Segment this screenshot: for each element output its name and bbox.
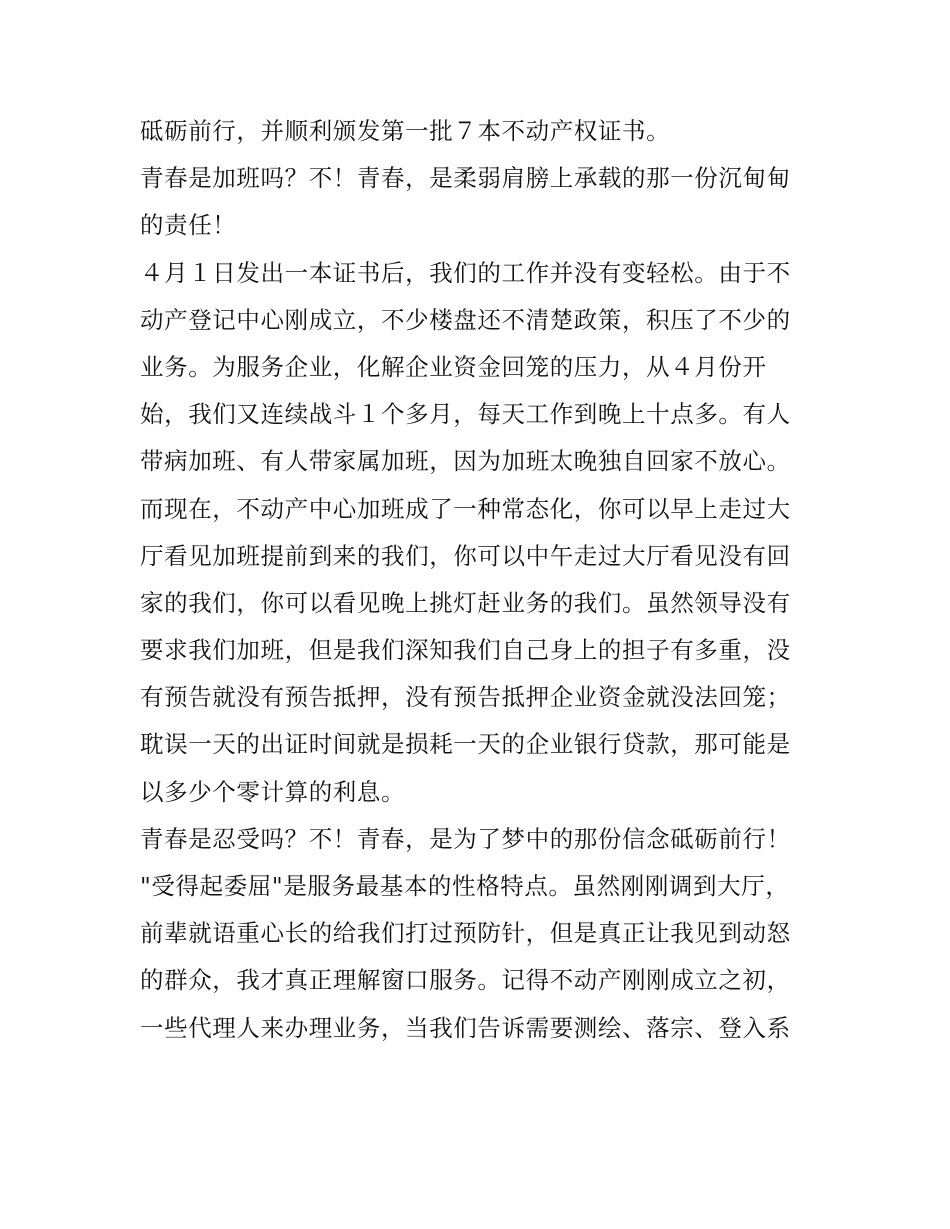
text-line: 始，我们又连续战斗１个多月，每天工作到晚上十点多。有人 xyxy=(140,400,791,429)
text-line: 有预告就没有预告抵押，没有预告抵押企业资金就没法回笼； xyxy=(140,683,791,712)
text-line: 一些代理人来办理业务，当我们告诉需要测绘、落宗、登入系 xyxy=(140,1013,791,1042)
text-line: 带病加班、有人带家属加班，因为加班太晚独自回家不放心。 xyxy=(140,447,791,476)
text-line: 耽误一天的出证时间就是损耗一天的企业银行贷款，那可能是 xyxy=(140,730,791,759)
text-line: "受得起委屈"是服务最基本的性格特点。虽然刚刚调到大厅， xyxy=(140,872,790,900)
text-line: 业务。为服务企业，化解企业资金回笼的压力，从４月份开 xyxy=(140,352,767,381)
text-line: 青春是加班吗？不！青春，是柔弱肩膀上承载的那一份沉甸甸 xyxy=(140,164,791,193)
text-line: 砥砺前行，并顺利颁发第一批７本不动产权证书。 xyxy=(140,117,671,145)
text-line: 家的我们，你可以看见晚上挑灯赶业务的我们。虽然领导没有 xyxy=(140,588,791,617)
text-line: 的群众，我才真正理解窗口服务。记得不动产刚刚成立之初， xyxy=(140,966,791,995)
text-line: 的责任！ xyxy=(140,211,237,240)
text-line: 前辈就语重心长的给我们打过预防针，但是真正让我见到动怒 xyxy=(140,919,791,948)
body-text xyxy=(140,108,820,1052)
text-line: 以多少个零计算的利息。 xyxy=(140,777,406,806)
text-line: 要求我们加班，但是我们深知我们自己身上的担子有多重，没 xyxy=(140,636,791,665)
text-line: 动产登记中心刚成立，不少楼盘还不清楚政策，积压了不少的 xyxy=(140,305,791,334)
text-line: 厅看见加班提前到来的我们，你可以中午走过大厅看见没有回 xyxy=(140,541,791,570)
text-line: 而现在，不动产中心加班成了一种常态化，你可以早上走过大 xyxy=(140,494,791,523)
text-line: 青春是忍受吗？不！青春，是为了梦中的那份信念砥砺前行！ xyxy=(140,824,791,853)
text-line: ４月１日发出一本证书后，我们的工作并没有变轻松。由于不 xyxy=(140,258,791,287)
